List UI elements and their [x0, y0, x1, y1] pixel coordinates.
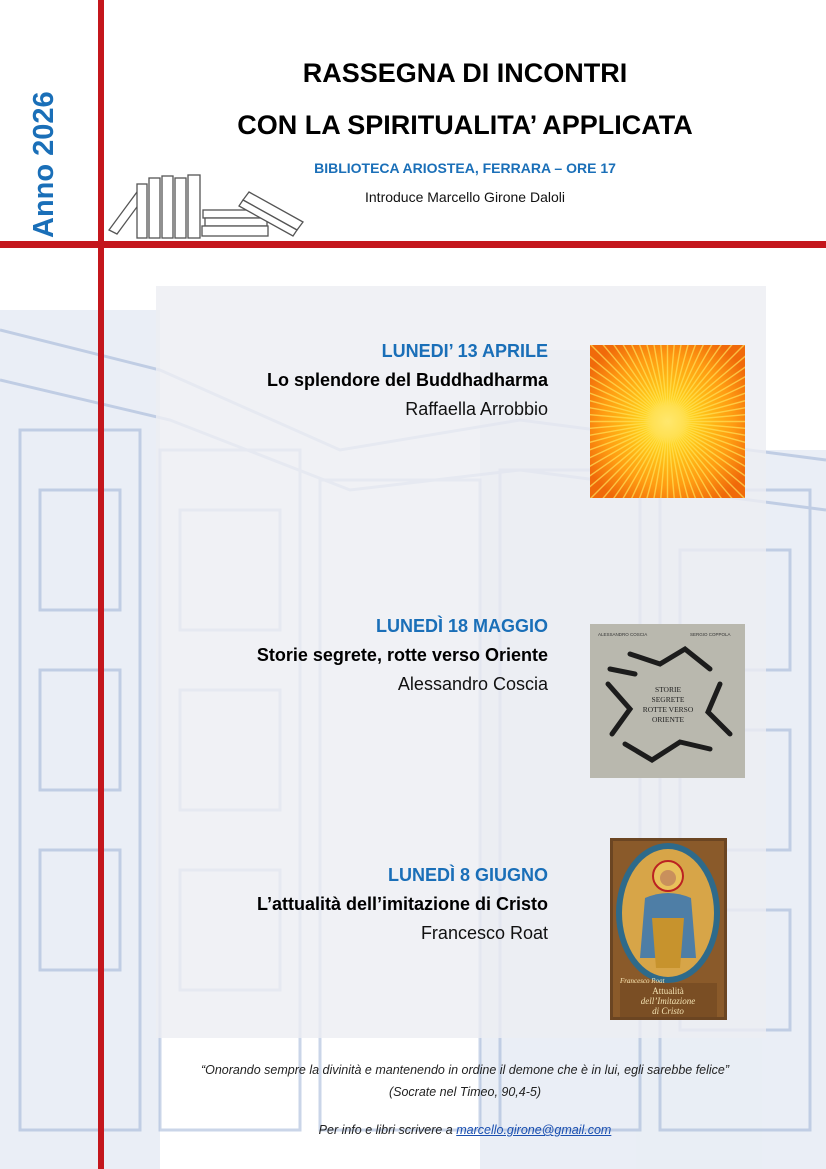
event-april [168, 341, 548, 420]
cover-author-right: SERGIO COPPOLA [690, 632, 731, 637]
contact-prefix: Per info e libri scrivere a [318, 1123, 453, 1137]
event-may [168, 616, 548, 695]
cover-title-l3: di Cristo [652, 1006, 684, 1016]
sunburst-cover-image [590, 345, 745, 498]
books-icon [107, 170, 307, 242]
event-june [168, 865, 548, 944]
year-label: Anno 2026 [28, 91, 60, 238]
cover-author: Francesco Roat [620, 977, 665, 985]
red-horizontal-line [0, 241, 826, 248]
event-date: LUNEDÌ 8 GIUGNO [387, 865, 548, 885]
event-speaker: Raffaella Arrobbio [405, 399, 548, 419]
intro-text: Introduce Marcello Girone Daloli [365, 189, 565, 205]
cover-author-left: ALESSANDRO COSCIA [598, 632, 648, 637]
cover-title-l2: dell’Imitazione [640, 996, 696, 1006]
event-title: Storie segrete, rotte verso Oriente [256, 645, 548, 665]
cover-title-l3: ROTTE VERSO [642, 705, 694, 714]
event-speaker: Francesco Roat [420, 923, 548, 943]
event-speaker: Alessandro Coscia [397, 674, 548, 694]
page-title-line1: RASSEGNA DI INCONTRI [302, 58, 628, 88]
cover-title-l4: ORIENTE [651, 715, 685, 724]
book-cover-storie-segrete [590, 624, 745, 778]
cover-title-l1: Attualità [652, 986, 684, 996]
quote-text: “Onorando sempre la divinità e mantenendo in ordine il demone che è in lui, egli sarebbe felice” [200, 1063, 730, 1077]
cover-title-l1: STORIE [654, 685, 682, 694]
page-title-line2: CON LA SPIRITUALITA’ APPLICATA [237, 110, 693, 140]
email-link[interactable]: marcello.girone@gmail.com [456, 1123, 612, 1137]
contact-info [104, 1123, 826, 1137]
event-date: LUNEDÌ 18 MAGGIO [375, 616, 548, 636]
event-title: L’attualità dell’imitazione di Cristo [256, 894, 548, 914]
venue-text: BIBLIOTECA ARIOSTEA, FERRARA – ORE 17 [314, 160, 616, 176]
cover-title-l2: SEGRETE [651, 695, 685, 704]
event-title: Lo splendore del Buddhadharma [266, 370, 548, 390]
event-date: LUNEDI’ 13 APRILE [381, 341, 548, 361]
book-cover-imitazione-cristo [610, 838, 727, 1020]
quote-source: (Socrate nel Timeo, 90,4-5) [388, 1085, 542, 1099]
